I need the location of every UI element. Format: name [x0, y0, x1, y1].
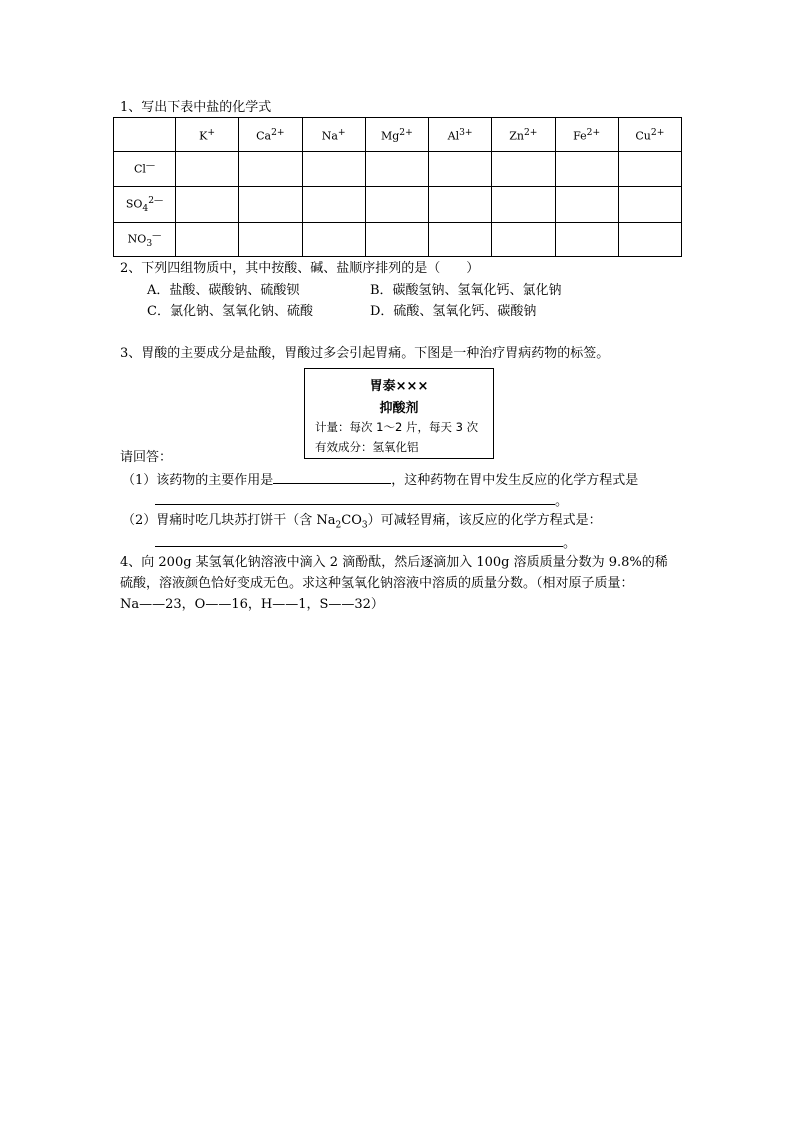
period: 。 — [563, 536, 577, 551]
answer-cell[interactable] — [429, 187, 492, 223]
answer-cell[interactable] — [239, 223, 302, 257]
answer-blank[interactable] — [155, 533, 563, 547]
q2-option-b[interactable]: B．碳酸氢钠、氢氧化钙、氯化钠 — [370, 283, 562, 298]
answer-cell[interactable] — [492, 223, 555, 257]
answer-cell[interactable] — [302, 187, 365, 223]
q4-line3: Na——23，O——16，H——1，S——32） — [120, 597, 384, 612]
q3-sub2 — [122, 512, 602, 535]
salt-formula-table — [113, 117, 682, 257]
label-type: 抑酸剂 — [379, 401, 419, 416]
q4-line1: 4、向 200g 某氢氧化钠溶液中滴入 2 滴酚酞，然后逐滴加入 100g 溶质质量分数为 9.8%的稀 — [120, 555, 668, 570]
answer-cell[interactable] — [365, 187, 428, 223]
answer-cell[interactable] — [239, 187, 302, 223]
anion-cell: Cl— — [114, 152, 176, 187]
q1-title: 1、写出下表中盐的化学式 — [120, 100, 272, 115]
table-row — [114, 223, 682, 257]
answer-cell[interactable] — [176, 152, 239, 187]
subscript: 3 — [361, 520, 368, 531]
answer-cell[interactable] — [302, 152, 365, 187]
answer-cell[interactable] — [555, 152, 618, 187]
answer-cell[interactable] — [618, 223, 681, 257]
answer-cell[interactable] — [365, 152, 428, 187]
medicine-label — [304, 368, 494, 459]
anion-cell: $SO_4^{2—}$ — [114, 187, 176, 223]
label-name: 胃泰××× — [369, 379, 429, 394]
cation-cell: Na+ — [302, 118, 365, 152]
subscript: 2 — [335, 520, 342, 531]
answer-cell[interactable] — [492, 152, 555, 187]
q2-option-a[interactable]: A．盐酸、碳酸钠、硫酸钡 — [147, 283, 300, 298]
q3-sub1-text-b: ，这种药物在胃中发生反应的化学方程式是 — [391, 473, 639, 488]
q3-answer-prompt: 请回答： — [120, 450, 173, 465]
answer-blank[interactable] — [155, 491, 555, 505]
cation-cell: $Mg^{2+}$ — [365, 118, 428, 152]
q3-sub2-line2 — [155, 533, 576, 553]
q3-sub2-text-a: （2）胃痛时吃几块苏打饼干（含 Na — [122, 513, 336, 528]
cation-cell: $Ca^{2+}$ — [239, 118, 302, 152]
answer-blank[interactable] — [273, 470, 391, 484]
answer-cell[interactable] — [302, 223, 365, 257]
q3-sub1 — [122, 470, 638, 490]
answer-cell[interactable] — [176, 223, 239, 257]
q3-sub1-text-a: （1）该药物的主要作用是 — [122, 473, 274, 488]
cation-cell: K+ — [176, 118, 239, 152]
answer-cell[interactable] — [618, 187, 681, 223]
q3-sub2-text-c: ）可减轻胃痛，该反应的化学方程式是： — [367, 513, 602, 528]
q2-option-d[interactable]: D．硫酸、氢氧化钙、碳酸钠 — [370, 304, 537, 319]
cation-cell: $Fe^{2+}$ — [555, 118, 618, 152]
q3-sub1-line2 — [155, 491, 568, 511]
answer-cell[interactable] — [365, 223, 428, 257]
q3-sub2-text-b: CO — [341, 513, 362, 528]
answer-cell[interactable] — [492, 187, 555, 223]
corner-cell — [114, 118, 176, 152]
q2-option-c[interactable]: C．氯化钠、氢氧化钠、硫酸 — [147, 304, 313, 319]
answer-cell[interactable] — [176, 187, 239, 223]
label-ingredient: 有效成分：氢氧化铝 — [315, 440, 419, 454]
answer-cell[interactable] — [429, 223, 492, 257]
answer-cell[interactable] — [239, 152, 302, 187]
table-row — [114, 152, 682, 187]
cation-cell: $Cu^{2+}$ — [618, 118, 681, 152]
period: 。 — [555, 494, 569, 509]
cation-cell: $Zn^{2+}$ — [492, 118, 555, 152]
anion-cell: $NO_3^—$ — [114, 223, 176, 257]
cation-cell: $Al^{3+}$ — [429, 118, 492, 152]
answer-cell[interactable] — [429, 152, 492, 187]
answer-cell[interactable] — [618, 152, 681, 187]
q4-line2: 硫酸，溶液颜色恰好变成无色。求这种氢氧化钠溶液中溶质的质量分数。（相对原子质量： — [120, 576, 634, 591]
q3-stem: 3、胃酸的主要成分是盐酸，胃酸过多会引起胃痛。下图是一种治疗胃病药物的标签。 — [120, 346, 610, 361]
q2-stem: 2、下列四组物质中，其中按酸、碱、盐顺序排列的是（ ） — [120, 261, 480, 276]
table-header-row — [114, 118, 682, 152]
answer-cell[interactable] — [555, 223, 618, 257]
answer-cell[interactable] — [555, 187, 618, 223]
label-dosage: 计量：每次 1～2 片，每天 3 次 — [315, 420, 479, 434]
table-row — [114, 187, 682, 223]
